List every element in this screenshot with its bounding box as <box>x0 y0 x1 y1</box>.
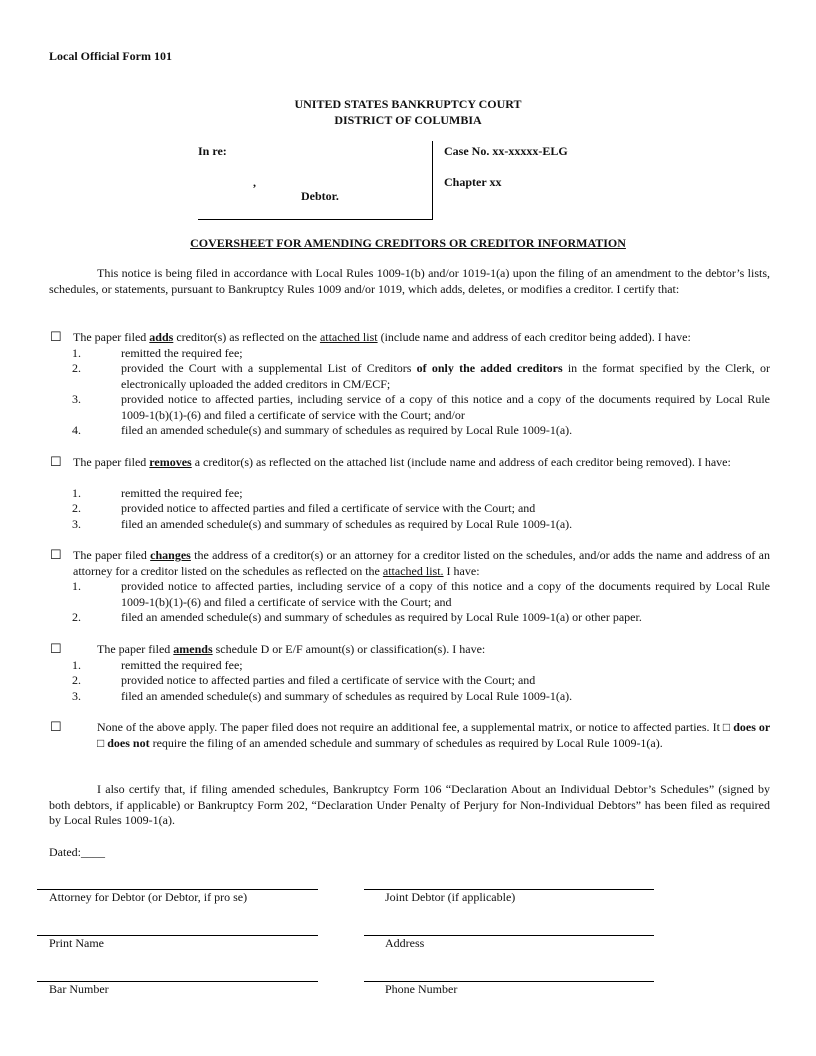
removes-item-2-num: 2. <box>72 501 81 515</box>
case-number: Case No. xx-xxxxx-ELG <box>444 144 568 158</box>
court-district: DISTRICT OF COLUMBIA <box>334 112 482 127</box>
intro-paragraph: This notice is being filed in accordance with Local Rules 1009-1(b) and/or 1019-1(a) upon the filing of an amendment to the debtor’s lists, schedules, or statements, pursuant to Bankruptcy Rules 1009 and/or 1019, which adds, deletes, or modifies a creditor. I certify that: <box>49 266 770 296</box>
adds-attached-list: attached list <box>319 330 378 344</box>
changes-item-2: filed an amended schedule(s) and summary of schedules as required by Local Rule 1009-1(a) or other paper. <box>121 610 642 624</box>
does-not-checkbox[interactable]: □ <box>97 735 105 750</box>
none-statement: None of the above apply. The paper filed does not require an additional fee, a supplemental matrix, or notice to affected parties. It □ does or □ does not require the filing of an amended schedule and summary of schedules as required by Local Rule 1009-1(a). <box>97 720 771 750</box>
removes-item-3: filed an amended schedule(s) and summary of schedules as required by Local Rule 1009-1(a). <box>121 517 573 531</box>
removes-keyword: removes <box>149 455 192 469</box>
sig-label-joint-debtor: Joint Debtor (if applicable) <box>385 890 516 904</box>
sig-label-bar-number: Bar Number <box>49 982 109 996</box>
sig-label-address: Address <box>385 936 425 950</box>
changes-checkbox[interactable]: ☐ <box>50 547 62 562</box>
adds-item-2: provided the Court with a supplemental List of Creditors of only the added creditors in the format specified by the Clerk, or electronically uploaded the added creditors in CM/ECF; <box>121 361 771 391</box>
amends-item-2-num: 2. <box>72 673 81 687</box>
removes-statement: The paper filed removes a creditor(s) as reflected on the attached list (include name and address of each creditor being removed). I have: <box>73 455 731 469</box>
caption-bottom-rule <box>198 219 433 220</box>
changes-statement: The paper filed changes the address of a creditor(s) or an attorney for a creditor listed on the schedules, and/or adds the name and address of an attorney for a creditor listed on the schedules as reflected on the attached list. I have: <box>73 548 770 578</box>
debtor-name-comma: , <box>253 175 256 189</box>
adds-item-4-num: 4. <box>72 423 81 437</box>
changes-item-1-num: 1. <box>72 579 81 593</box>
adds-checkbox[interactable]: ☐ <box>50 329 62 344</box>
changes-attached-list: attached list. <box>382 563 444 578</box>
adds-item-1: remitted the required fee; <box>121 346 243 360</box>
sig-label-attorney: Attorney for Debtor (or Debtor, if pro se) <box>49 890 248 904</box>
removes-checkbox[interactable]: ☐ <box>50 454 62 469</box>
sig-label-phone: Phone Number <box>385 982 458 996</box>
adds-item-2-num: 2. <box>72 361 81 375</box>
amends-item-3: filed an amended schedule(s) and summary of schedules as required by Local Rule 1009-1(a). <box>121 689 573 703</box>
debtor-label: Debtor. <box>301 189 339 203</box>
adds-item-3-num: 3. <box>72 392 81 406</box>
does-checkbox[interactable]: □ <box>722 720 731 734</box>
adds-item-3: provided notice to affected parties, including service of a copy of this notice and a copy of the documents required by Local Rule 1009-1(b)(1)-(6) and filed a certificate of service with the Court; and/or <box>121 392 770 422</box>
amends-checkbox[interactable]: ☐ <box>50 641 62 656</box>
amends-item-1: remitted the required fee; <box>121 658 243 672</box>
chapter: Chapter xx <box>444 175 502 189</box>
adds-keyword: adds <box>149 330 174 344</box>
amends-item-2: provided notice to affected parties and filed a certificate of service with the Court; and <box>121 673 536 687</box>
certify-paragraph: I also certify that, if filing amended schedules, Bankruptcy Form 106 “Declaration About an Individual Debtor’s Schedules” (signed by both debtors, if applicable) or Bankruptcy Form 202, “Declaration Under Penalty of Perjury for Non-Individual Debtors” has been filed as required by Local Rules 1009-1(a). <box>49 782 770 827</box>
adds-item-4: filed an amended schedule(s) and summary of schedules as required by Local Rule 1009-1(a). <box>121 423 573 437</box>
document-title: COVERSHEET FOR AMENDING CREDITORS OR CREDITOR INFORMATION <box>190 236 626 250</box>
court-heading <box>0 97 816 128</box>
adds-item-1-num: 1. <box>72 346 81 360</box>
removes-item-1: remitted the required fee; <box>121 486 243 500</box>
none-checkbox[interactable]: ☐ <box>50 719 62 734</box>
amends-keyword: amends <box>173 642 213 656</box>
changes-item-2-num: 2. <box>72 610 81 624</box>
dated-line[interactable]: Dated:____ <box>49 845 105 859</box>
adds-statement: The paper filed adds creditor(s) as reflected on the attached list (include name and address of each creditor being added). I have: <box>73 330 691 344</box>
changes-keyword: changes <box>150 548 191 562</box>
in-re-label: In re: <box>198 144 227 158</box>
caption-divider <box>432 141 433 219</box>
amends-item-1-num: 1. <box>72 658 81 672</box>
form-label: Local Official Form 101 <box>49 49 172 63</box>
amends-statement: The paper filed amends schedule D or E/F amount(s) or classification(s). I have: <box>97 642 486 656</box>
court-name: UNITED STATES BANKRUPTCY COURT <box>294 97 522 111</box>
removes-item-3-num: 3. <box>72 517 81 531</box>
removes-item-2: provided notice to affected parties and filed a certificate of service with the Court; and <box>121 501 536 515</box>
changes-item-1: provided notice to affected parties, including service of a copy of this notice and a copy of the documents required by Local Rule 1009-1(b)(1)-(6) and filed a certificate of service with the Court; and <box>121 579 770 609</box>
sig-label-print-name: Print Name <box>49 936 104 950</box>
amends-item-3-num: 3. <box>72 689 81 703</box>
removes-item-1-num: 1. <box>72 486 81 500</box>
